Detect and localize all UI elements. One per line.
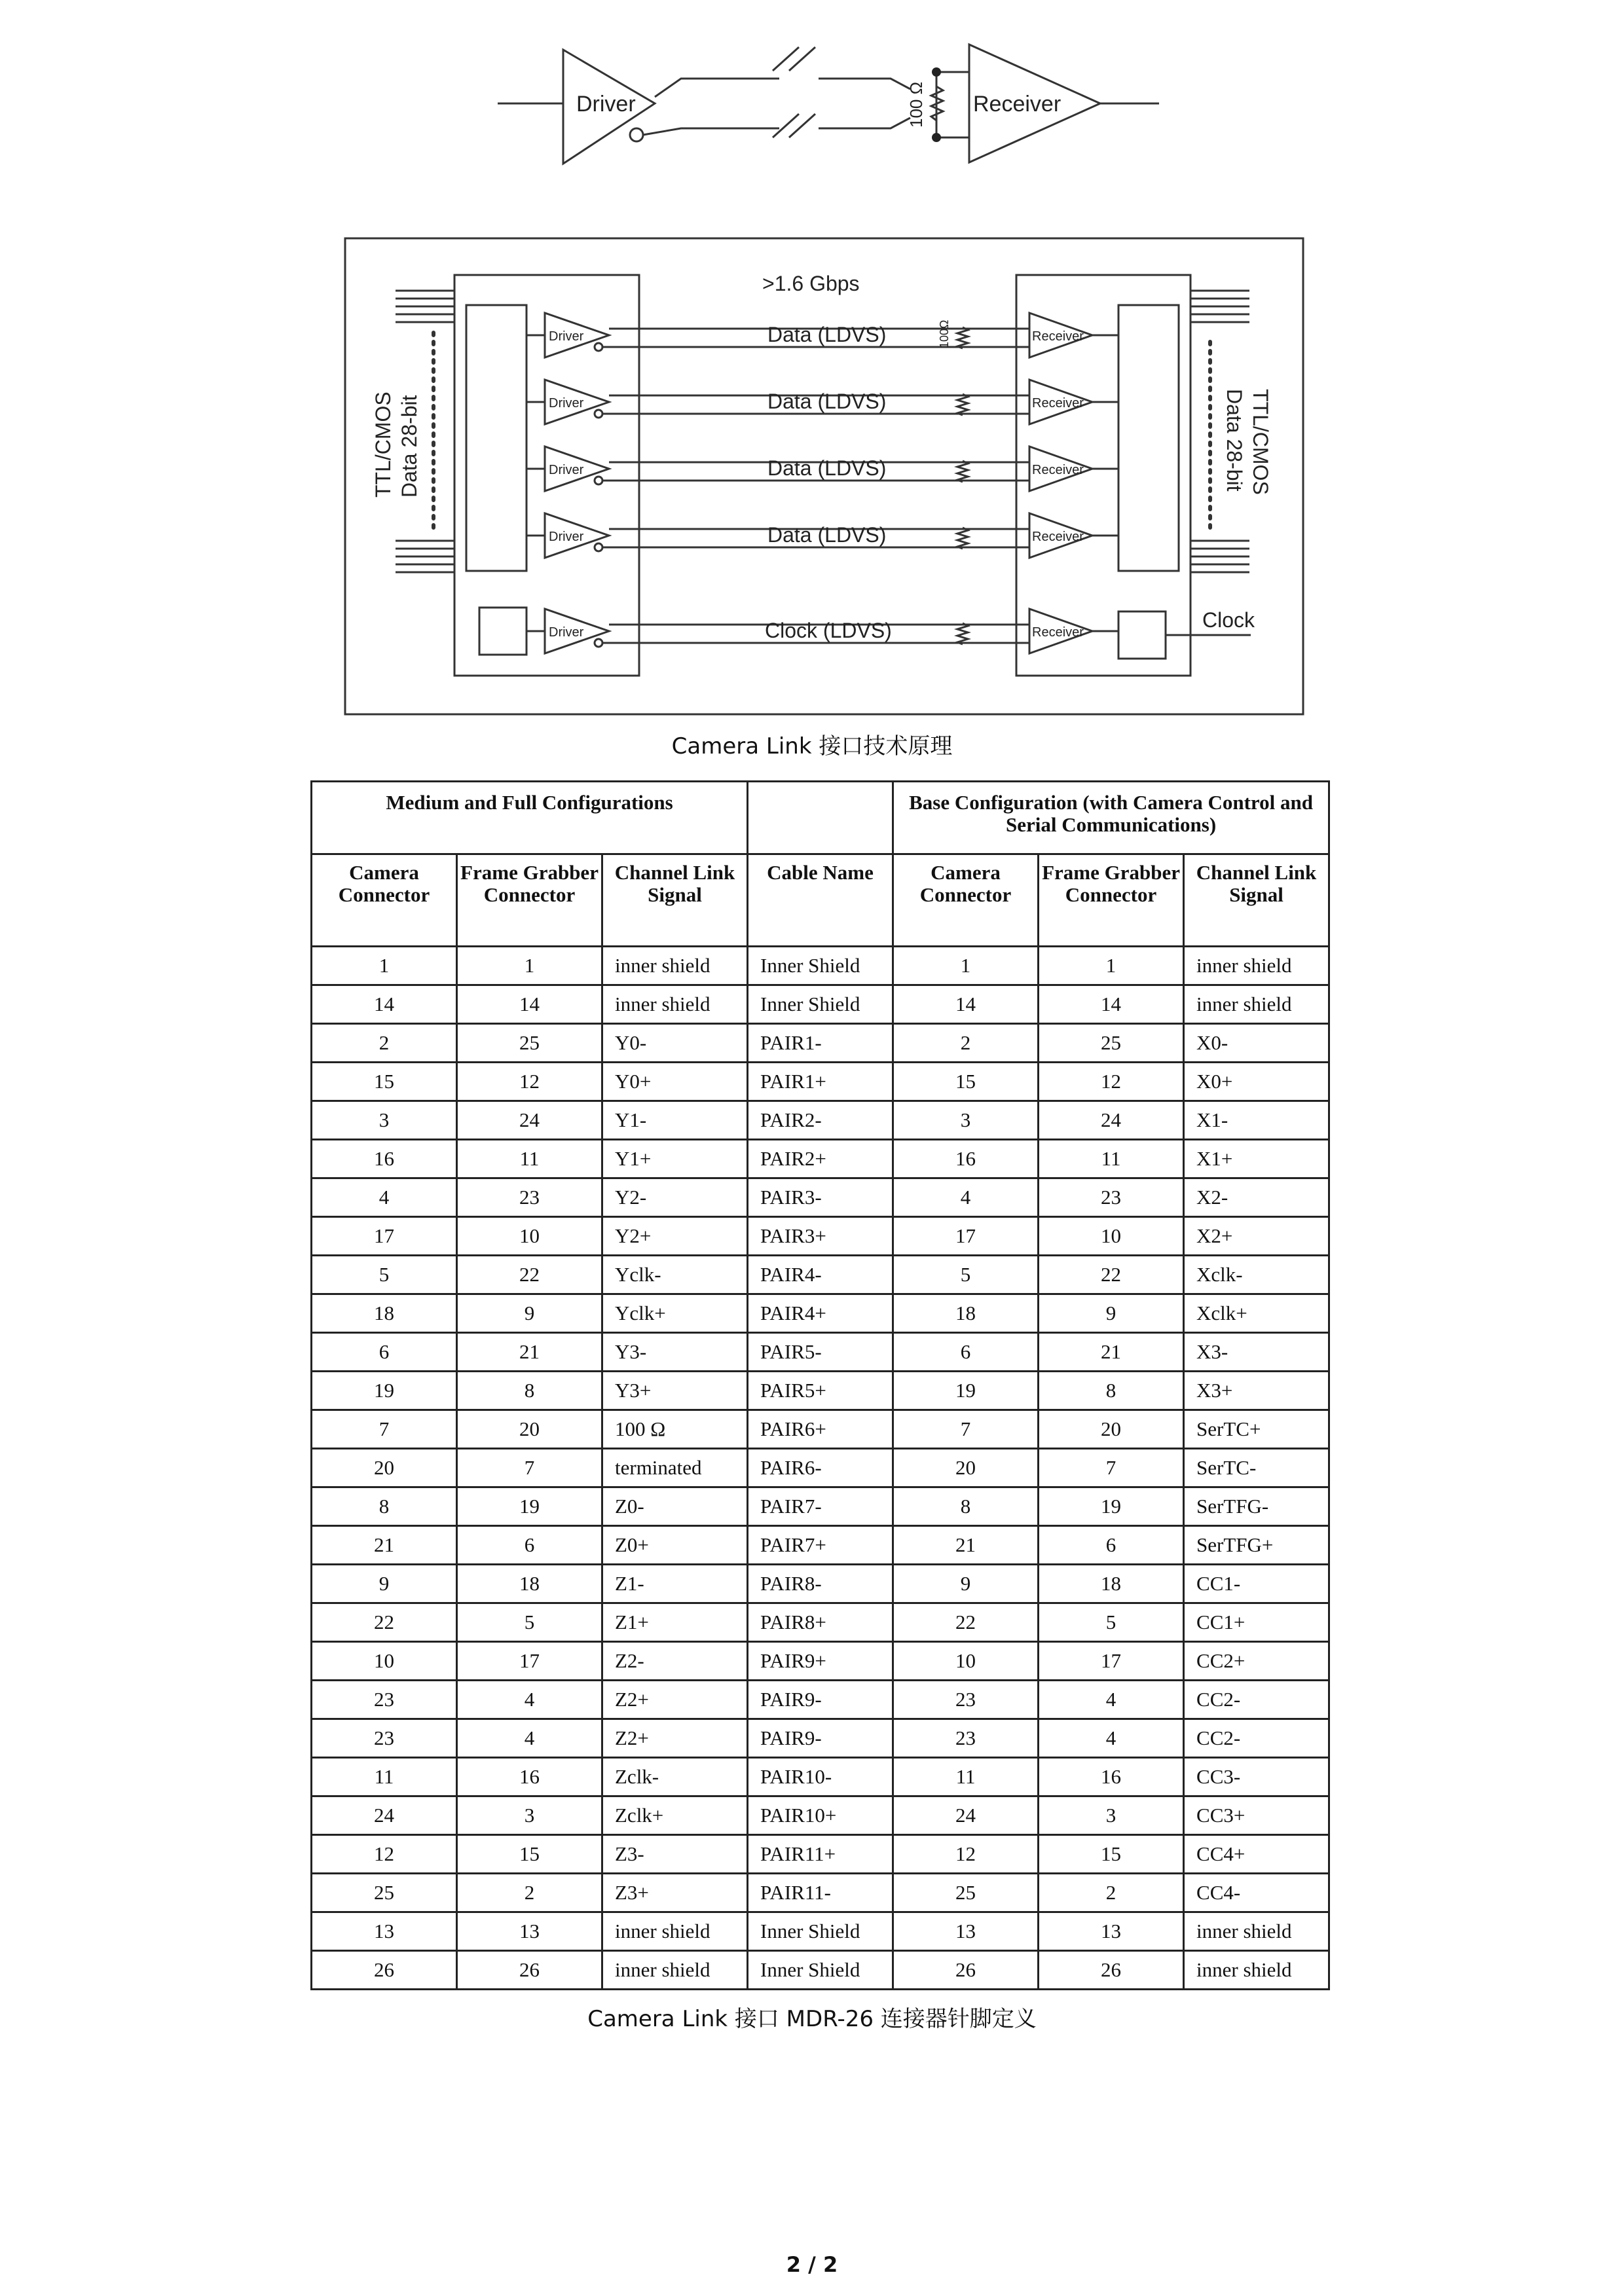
page-number: 2 / 2 xyxy=(786,2252,838,2277)
table-cell: 4 xyxy=(457,1719,602,1758)
table-row xyxy=(312,1642,1329,1681)
table-cell: inner shield xyxy=(602,947,748,985)
table-cell: 12 xyxy=(893,1835,1039,1874)
table-cell: PAIR10+ xyxy=(748,1796,893,1835)
table-cell: 1 xyxy=(893,947,1039,985)
table-cell: X1+ xyxy=(1184,1140,1329,1178)
termination-resistor xyxy=(957,327,968,348)
table-cell: 25 xyxy=(893,1874,1039,1912)
table-cell: 26 xyxy=(893,1951,1039,1990)
table-row xyxy=(312,1796,1329,1835)
table-cell: Xclk- xyxy=(1184,1256,1329,1294)
driver-label: Driver xyxy=(549,463,584,477)
table-cell: Z0+ xyxy=(602,1526,748,1565)
rate-label: >1.6 Gbps xyxy=(762,272,860,295)
table-row xyxy=(312,947,1329,985)
table-cell: CC4+ xyxy=(1184,1835,1329,1874)
table-cell: Z2+ xyxy=(602,1719,748,1758)
figure-caption-principle: Camera Link 接口技术原理 xyxy=(671,733,953,759)
table-cell: X3+ xyxy=(1184,1372,1329,1410)
table-cell: PAIR1+ xyxy=(748,1063,893,1101)
table-cell: 16 xyxy=(893,1140,1039,1178)
table-cell: 19 xyxy=(312,1372,457,1410)
table-cell: Z0- xyxy=(602,1487,748,1526)
table-cell: 22 xyxy=(312,1603,457,1642)
table-cell: Inner Shield xyxy=(748,985,893,1024)
table-cell: 14 xyxy=(1039,985,1184,1024)
driver-label: Driver xyxy=(549,329,584,344)
receiver-label: Receiver xyxy=(1032,530,1084,544)
table-cell: Zclk+ xyxy=(602,1796,748,1835)
table-row xyxy=(312,1449,1329,1487)
left-ttl-label: TTL/CMOS xyxy=(371,392,395,498)
table-cell: 11 xyxy=(893,1758,1039,1796)
table-cell: 25 xyxy=(1039,1024,1184,1063)
table-cell: 11 xyxy=(457,1140,602,1178)
table-cell: PAIR4- xyxy=(748,1256,893,1294)
table-cell: inner shield xyxy=(1184,947,1329,985)
right-data-label: Data 28-bit xyxy=(1223,389,1246,492)
table-cell: 25 xyxy=(457,1024,602,1063)
group-header-empty xyxy=(748,782,893,854)
column-header: Frame Grabber Connector xyxy=(457,854,602,947)
table-row xyxy=(312,1140,1329,1178)
table-cell: 4 xyxy=(312,1178,457,1217)
table-row xyxy=(312,1758,1329,1796)
table-cell: Y0- xyxy=(602,1024,748,1063)
table-row xyxy=(312,1487,1329,1526)
termination-resistor xyxy=(957,394,968,415)
driver-label: Driver xyxy=(549,625,584,640)
inverter-bubble xyxy=(595,410,602,418)
left-data-label: Data 28-bit xyxy=(397,395,421,498)
table-cell: PAIR3+ xyxy=(748,1217,893,1256)
table-cell: 2 xyxy=(893,1024,1039,1063)
table-cell: 23 xyxy=(312,1719,457,1758)
table-cell: 3 xyxy=(893,1101,1039,1140)
receiver-label: Receiver xyxy=(1032,396,1084,410)
table-cell: Z2+ xyxy=(602,1681,748,1719)
table-cell: inner shield xyxy=(602,1912,748,1951)
table-cell: 5 xyxy=(312,1256,457,1294)
table-row xyxy=(312,1719,1329,1758)
table-cell: 24 xyxy=(1039,1101,1184,1140)
receiver-label: Receiver xyxy=(1032,329,1084,344)
table-cell: 100 Ω xyxy=(602,1410,748,1449)
table-cell: 26 xyxy=(1039,1951,1184,1990)
table-cell: 18 xyxy=(893,1294,1039,1333)
table-cell: 16 xyxy=(457,1758,602,1796)
table-cell: PAIR9- xyxy=(748,1681,893,1719)
table-cell: 18 xyxy=(312,1294,457,1333)
table-cell: PAIR9- xyxy=(748,1719,893,1758)
lvds-channel xyxy=(526,380,1118,424)
table-cell: 23 xyxy=(457,1178,602,1217)
pin-definition-table-wrapper xyxy=(310,780,1328,1993)
table-cell: Xclk+ xyxy=(1184,1294,1329,1333)
table-cell: 3 xyxy=(1039,1796,1184,1835)
table-cell: 7 xyxy=(457,1449,602,1487)
table-cell: 12 xyxy=(1039,1063,1184,1101)
table-cell: 6 xyxy=(312,1333,457,1372)
table-cell: Z3- xyxy=(602,1835,748,1874)
table-row xyxy=(312,1256,1329,1294)
group-header-medium-full: Medium and Full Configurations xyxy=(312,782,748,854)
table-cell: PAIR7+ xyxy=(748,1526,893,1565)
group-header-base: Base Configuration (with Camera Control and Serial Communications) xyxy=(893,782,1329,854)
table-cell: PAIR5- xyxy=(748,1333,893,1372)
column-header: Cable Name xyxy=(748,854,893,947)
table-cell: 22 xyxy=(457,1256,602,1294)
table-cell: PAIR4+ xyxy=(748,1294,893,1333)
table-cell: PAIR2- xyxy=(748,1101,893,1140)
table-cell: 26 xyxy=(457,1951,602,1990)
pin-definition-table xyxy=(310,780,1330,1990)
table-cell: 1 xyxy=(312,947,457,985)
table-cell: 4 xyxy=(893,1178,1039,1217)
table-row xyxy=(312,1372,1329,1410)
table-cell: Y1- xyxy=(602,1101,748,1140)
table-cell: 5 xyxy=(1039,1603,1184,1642)
lvds-channel xyxy=(526,513,1118,558)
driver-label: Driver xyxy=(549,530,584,544)
resistor-label: 100Ω xyxy=(938,319,951,348)
table-row xyxy=(312,1063,1329,1101)
table-cell: PAIR8- xyxy=(748,1565,893,1603)
table-cell: 15 xyxy=(893,1063,1039,1101)
table-cell: 3 xyxy=(457,1796,602,1835)
table-cell: PAIR6- xyxy=(748,1449,893,1487)
table-cell: 11 xyxy=(312,1758,457,1796)
table-cell: inner shield xyxy=(1184,1951,1329,1990)
table-cell: Z1+ xyxy=(602,1603,748,1642)
table-row xyxy=(312,1178,1329,1217)
lvds-channel xyxy=(526,313,1118,357)
column-header: Channel Link Signal xyxy=(602,854,748,947)
table-row xyxy=(312,1603,1329,1642)
table-row xyxy=(312,1951,1329,1990)
table-cell: 24 xyxy=(893,1796,1039,1835)
table-cell: 18 xyxy=(1039,1565,1184,1603)
inverter-bubble xyxy=(595,543,602,551)
table-cell: 8 xyxy=(312,1487,457,1526)
table-row xyxy=(312,1333,1329,1372)
table-cell: 2 xyxy=(312,1024,457,1063)
table-cell: CC4- xyxy=(1184,1874,1329,1912)
table-cell: Inner Shield xyxy=(748,1912,893,1951)
termination-resistor xyxy=(957,623,968,644)
table-cell: 24 xyxy=(312,1796,457,1835)
table-cell: PAIR9+ xyxy=(748,1642,893,1681)
table-cell: PAIR8+ xyxy=(748,1603,893,1642)
receiver-label: Receiver xyxy=(1032,625,1084,640)
table-cell: CC2+ xyxy=(1184,1642,1329,1681)
channel-label: Data (LDVS) xyxy=(767,390,887,413)
table-cell: 20 xyxy=(1039,1410,1184,1449)
table-cell: 5 xyxy=(457,1603,602,1642)
table-cell: 13 xyxy=(457,1912,602,1951)
table-cell: PAIR10- xyxy=(748,1758,893,1796)
table-cell: 8 xyxy=(893,1487,1039,1526)
table-row xyxy=(312,1681,1329,1719)
inverter-bubble xyxy=(595,639,602,647)
table-cell: inner shield xyxy=(602,1951,748,1990)
table-cell: Z1- xyxy=(602,1565,748,1603)
table-cell: CC3- xyxy=(1184,1758,1329,1796)
table-cell: 7 xyxy=(893,1410,1039,1449)
table-cell: 23 xyxy=(312,1681,457,1719)
table-cell: 10 xyxy=(1039,1217,1184,1256)
table-cell: 23 xyxy=(893,1681,1039,1719)
table-cell: 14 xyxy=(893,985,1039,1024)
table-cell: 8 xyxy=(457,1372,602,1410)
table-cell: 9 xyxy=(312,1565,457,1603)
channel-label: Data (LDVS) xyxy=(767,456,887,480)
table-cell: CC1- xyxy=(1184,1565,1329,1603)
table-cell: 12 xyxy=(312,1835,457,1874)
table-cell: 15 xyxy=(1039,1835,1184,1874)
table-cell: 10 xyxy=(457,1217,602,1256)
channel-label: Data (LDVS) xyxy=(767,323,887,346)
table-cell: 21 xyxy=(893,1526,1039,1565)
clock-output-label: Clock xyxy=(1202,608,1255,632)
table-cell: 9 xyxy=(457,1294,602,1333)
table-row xyxy=(312,1874,1329,1912)
inverter-bubble xyxy=(595,477,602,484)
table-row xyxy=(312,1024,1329,1063)
resistor-label: 100 Ω xyxy=(906,81,926,128)
table-cell: 6 xyxy=(457,1526,602,1565)
termination-resistor xyxy=(957,461,968,482)
table-cell: Y1+ xyxy=(602,1140,748,1178)
table-cell: PAIR1- xyxy=(748,1024,893,1063)
table-cell: 13 xyxy=(893,1912,1039,1951)
table-cell: 17 xyxy=(312,1217,457,1256)
right-ttl-label: TTL/CMOS xyxy=(1249,389,1272,495)
lvds-channels xyxy=(526,313,1118,653)
column-header: Frame Grabber Connector xyxy=(1039,854,1184,947)
table-cell: X1- xyxy=(1184,1101,1329,1140)
table-cell: 6 xyxy=(893,1333,1039,1372)
table-row xyxy=(312,1294,1329,1333)
table-cell: 11 xyxy=(1039,1140,1184,1178)
table-row xyxy=(312,1912,1329,1951)
table-row xyxy=(312,1835,1329,1874)
table-cell: 21 xyxy=(312,1526,457,1565)
termination-resistor xyxy=(957,528,968,549)
table-cell: PAIR11+ xyxy=(748,1835,893,1874)
table-cell: inner shield xyxy=(602,985,748,1024)
table-cell: 7 xyxy=(312,1410,457,1449)
table-cell: PAIR7- xyxy=(748,1487,893,1526)
table-cell: 13 xyxy=(312,1912,457,1951)
table-row xyxy=(312,985,1329,1024)
table-cell: 17 xyxy=(1039,1642,1184,1681)
table-cell: Z2- xyxy=(602,1642,748,1681)
table-cell: 19 xyxy=(1039,1487,1184,1526)
table-caption-pinout: Camera Link 接口 MDR-26 连接器针脚定义 xyxy=(587,2006,1037,2032)
table-cell: Inner Shield xyxy=(748,1951,893,1990)
table-cell: Y2+ xyxy=(602,1217,748,1256)
table-cell: Z3+ xyxy=(602,1874,748,1912)
table-cell: SerTFG- xyxy=(1184,1487,1329,1526)
camera-link-block-diagram xyxy=(0,0,1624,720)
table-cell: X3- xyxy=(1184,1333,1329,1372)
table-cell: 20 xyxy=(893,1449,1039,1487)
table-cell: 9 xyxy=(893,1565,1039,1603)
table-cell: 21 xyxy=(1039,1333,1184,1372)
table-cell: X2- xyxy=(1184,1178,1329,1217)
table-cell: Inner Shield xyxy=(748,947,893,985)
table-cell: PAIR3- xyxy=(748,1178,893,1217)
table-cell: Zclk- xyxy=(602,1758,748,1796)
lvds-channel xyxy=(526,446,1118,491)
table-cell: 10 xyxy=(312,1642,457,1681)
table-cell: 26 xyxy=(312,1951,457,1990)
table-cell: CC2- xyxy=(1184,1719,1329,1758)
table-cell: 1 xyxy=(1039,947,1184,985)
table-cell: Yclk+ xyxy=(602,1294,748,1333)
table-cell: PAIR5+ xyxy=(748,1372,893,1410)
table-cell: X0- xyxy=(1184,1024,1329,1063)
column-header: Channel Link Signal xyxy=(1184,854,1329,947)
driver-label: Driver xyxy=(576,92,636,117)
table-cell: 21 xyxy=(457,1333,602,1372)
table-cell: 22 xyxy=(1039,1256,1184,1294)
table-cell: 2 xyxy=(1039,1874,1184,1912)
table-cell: X0+ xyxy=(1184,1063,1329,1101)
table-cell: 15 xyxy=(457,1835,602,1874)
table-cell: Yclk- xyxy=(602,1256,748,1294)
table-cell: Y2- xyxy=(602,1178,748,1217)
table-cell: 23 xyxy=(1039,1178,1184,1217)
table-cell: SerTC+ xyxy=(1184,1410,1329,1449)
table-cell: X2+ xyxy=(1184,1217,1329,1256)
table-cell: inner shield xyxy=(1184,985,1329,1024)
table-cell: 16 xyxy=(1039,1758,1184,1796)
table-cell: CC3+ xyxy=(1184,1796,1329,1835)
table-cell: 22 xyxy=(893,1603,1039,1642)
table-cell: 13 xyxy=(1039,1912,1184,1951)
table-cell: CC2- xyxy=(1184,1681,1329,1719)
table-cell: PAIR6+ xyxy=(748,1410,893,1449)
table-row xyxy=(312,1101,1329,1140)
table-row xyxy=(312,1526,1329,1565)
lvds-channel xyxy=(526,609,1118,653)
table-cell: 20 xyxy=(457,1410,602,1449)
receiver-label: Receiver xyxy=(1032,463,1084,477)
table-cell: 2 xyxy=(457,1874,602,1912)
table-cell: Y3+ xyxy=(602,1372,748,1410)
table-cell: 6 xyxy=(1039,1526,1184,1565)
table-cell: 5 xyxy=(893,1256,1039,1294)
table-cell: SerTC- xyxy=(1184,1449,1329,1487)
table-cell: 9 xyxy=(1039,1294,1184,1333)
table-cell: 15 xyxy=(312,1063,457,1101)
table-cell: PAIR2+ xyxy=(748,1140,893,1178)
table-cell: 19 xyxy=(457,1487,602,1526)
table-cell: 4 xyxy=(1039,1681,1184,1719)
table-row xyxy=(312,1565,1329,1603)
table-cell: 17 xyxy=(457,1642,602,1681)
table-cell: 14 xyxy=(312,985,457,1024)
table-cell: 16 xyxy=(312,1140,457,1178)
table-cell: 24 xyxy=(457,1101,602,1140)
table-cell: inner shield xyxy=(1184,1912,1329,1951)
table-cell: CC1+ xyxy=(1184,1603,1329,1642)
channel-label: Data (LDVS) xyxy=(767,523,887,547)
column-header: Camera Connector xyxy=(893,854,1039,947)
receiver-label: Receiver xyxy=(973,92,1061,117)
channel-label: Clock (LDVS) xyxy=(765,619,892,642)
table-row xyxy=(312,1410,1329,1449)
table-cell: 7 xyxy=(1039,1449,1184,1487)
inverter-bubble xyxy=(595,343,602,351)
table-cell: 19 xyxy=(893,1372,1039,1410)
driver-label: Driver xyxy=(549,396,584,410)
table-cell: 8 xyxy=(1039,1372,1184,1410)
table-cell: SerTFG+ xyxy=(1184,1526,1329,1565)
table-row xyxy=(312,1217,1329,1256)
table-cell: Y0+ xyxy=(602,1063,748,1101)
table-cell: 12 xyxy=(457,1063,602,1101)
table-cell: 4 xyxy=(1039,1719,1184,1758)
table-cell: 20 xyxy=(312,1449,457,1487)
table-cell: PAIR11- xyxy=(748,1874,893,1912)
table-cell: 1 xyxy=(457,947,602,985)
table-cell: 14 xyxy=(457,985,602,1024)
table-cell: 4 xyxy=(457,1681,602,1719)
table-cell: 25 xyxy=(312,1874,457,1912)
table-cell: 18 xyxy=(457,1565,602,1603)
table-cell: terminated xyxy=(602,1449,748,1487)
table-cell: 3 xyxy=(312,1101,457,1140)
table-cell: Y3- xyxy=(602,1333,748,1372)
table-cell: 17 xyxy=(893,1217,1039,1256)
table-cell: 23 xyxy=(893,1719,1039,1758)
column-header: Camera Connector xyxy=(312,854,457,947)
table-cell: 10 xyxy=(893,1642,1039,1681)
